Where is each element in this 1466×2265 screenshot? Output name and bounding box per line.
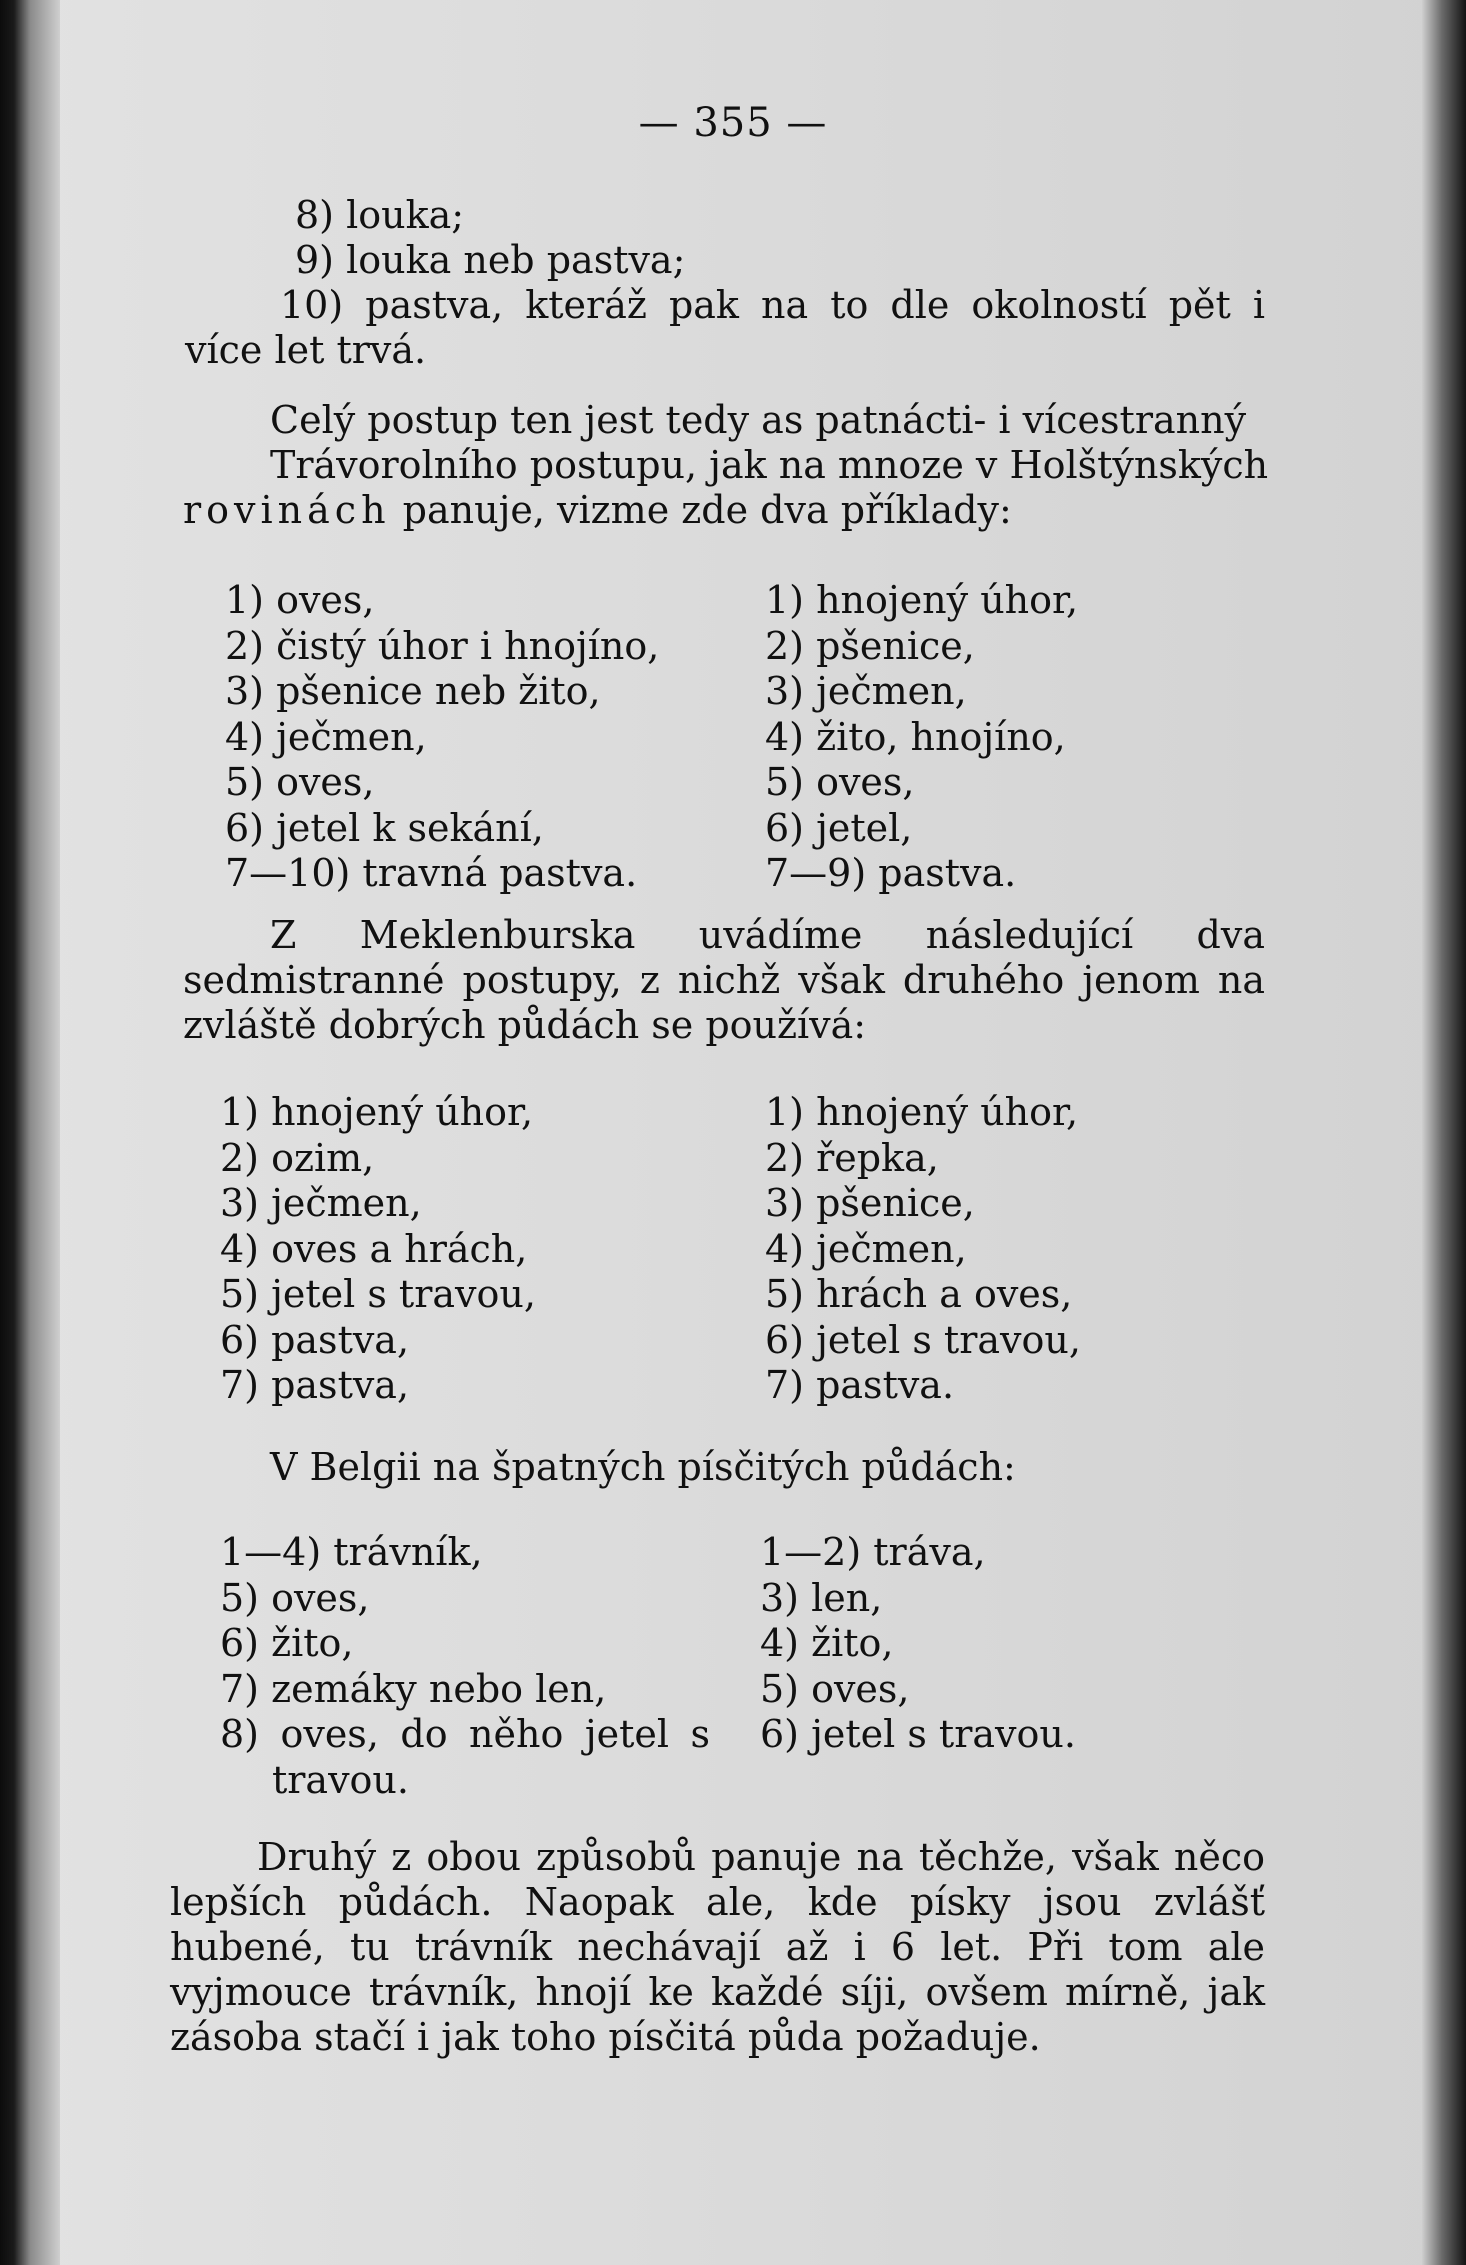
- list-item: 4) žito,: [760, 1621, 894, 1665]
- list-item: 5) oves,: [220, 1575, 370, 1620]
- page-edge-shadow: [1422, 0, 1466, 2265]
- list-item: travou.: [272, 1757, 409, 1802]
- list2-left-column: [220, 1090, 536, 1409]
- list2-right-column: [765, 1090, 1081, 1409]
- section1-spaced-word: rovinách: [183, 488, 391, 532]
- section1-line3-rest: panuje, vizme zde dva příklady:: [402, 488, 1012, 532]
- list-item: 2) ozim,: [220, 1135, 375, 1180]
- list-item: 6) jetel s travou,: [765, 1317, 1081, 1362]
- list-item: 7) zemáky nebo len,: [220, 1666, 607, 1711]
- section2-paragraph: Z Meklenburska uvádíme následující dva sedmistranné postupy, z nichž však druhého jenom na zvláště dobrých půdách se používá:: [183, 913, 1265, 1047]
- section1-line1: Celý postup ten jest tedy as patnácti- i vícestranný: [270, 398, 1247, 442]
- list-item: 1—4) trávník,: [220, 1530, 483, 1574]
- list-item: 6) jetel k sekání,: [225, 805, 544, 850]
- list-item: 4) ječmen,: [225, 714, 427, 759]
- intro-item-9: 9) louka neb pastva;: [295, 238, 686, 282]
- list-item: 7—9) pastva.: [765, 851, 1017, 895]
- list-item: 7) pastva,: [220, 1363, 410, 1407]
- section3-heading: V Belgii na špatných písčitých půdách:: [270, 1445, 1016, 1489]
- intro-item-10: 10) pastva, kteráž pak na to dle okolností pět i: [280, 283, 1265, 327]
- list1-right-column: [765, 578, 1078, 897]
- list-item: 5) jetel s travou,: [220, 1272, 536, 1316]
- page-binding-shadow: [0, 0, 60, 2265]
- list-item: 6) jetel,: [765, 805, 913, 850]
- list-item: 3) len,: [760, 1575, 883, 1620]
- list-item: 2) řepka,: [765, 1135, 939, 1180]
- section1-line3: [183, 488, 1012, 533]
- list-item: 8) oves, do něho jetel s: [220, 1712, 710, 1756]
- list-item: 3) ječmen,: [765, 669, 967, 713]
- list-item: 1) oves,: [225, 578, 375, 622]
- list-item: 6) žito,: [220, 1621, 354, 1665]
- page-number: — 355 —: [638, 100, 828, 146]
- list3-left-column: [220, 1530, 710, 1803]
- list-item: 5) oves,: [760, 1666, 910, 1711]
- list-item: 4) oves a hrách,: [220, 1226, 528, 1271]
- list-item: 7) pastva.: [765, 1363, 955, 1407]
- list-item: 5) hrách a oves,: [765, 1272, 1073, 1316]
- list-item: 4) žito, hnojíno,: [765, 714, 1066, 759]
- list-item: 6) pastva,: [220, 1317, 410, 1362]
- section1-line2: Trávorolního postupu, jak na mnoze v Holštýnských: [270, 443, 1269, 487]
- intro-item-10-cont: více let trvá.: [185, 328, 427, 372]
- list-item: 3) pšenice neb žito,: [225, 669, 601, 713]
- list-item: 5) oves,: [765, 760, 915, 804]
- list-item: 2) pšenice,: [765, 623, 975, 668]
- list-item: 2) čistý úhor i hnojíno,: [225, 623, 660, 668]
- list-item: 6) jetel s travou.: [760, 1712, 1076, 1756]
- list-item: 5) oves,: [225, 760, 375, 804]
- list-item: 1—2) tráva,: [760, 1530, 986, 1574]
- list3-right-column: [760, 1530, 1076, 1758]
- list-item: 4) ječmen,: [765, 1226, 967, 1271]
- list-item: 3) pšenice,: [765, 1181, 975, 1225]
- list-item: 1) hnojený úhor,: [220, 1090, 534, 1134]
- list1-left-column: [225, 578, 659, 897]
- list-item: 3) ječmen,: [220, 1181, 422, 1225]
- intro-item-8: 8) louka;: [295, 193, 465, 237]
- list-item: 1) hnojený úhor,: [765, 1090, 1079, 1134]
- list-item: 1) hnojený úhor,: [765, 578, 1079, 622]
- list-item: 7—10) travná pastva.: [225, 851, 638, 895]
- closing-paragraph: Druhý z obou způsobů panuje na těchže, však něco lepších půdách. Naopak ale, kde písky jsou zvlášť hubené, tu trávník nechávají až i 6 let. Při tom ale vyjmouce trávník, hnojí ke každé síji, ovšem mírně, jak zásoba stačí i jak toho písčitá půda požaduje.: [170, 1835, 1265, 2059]
